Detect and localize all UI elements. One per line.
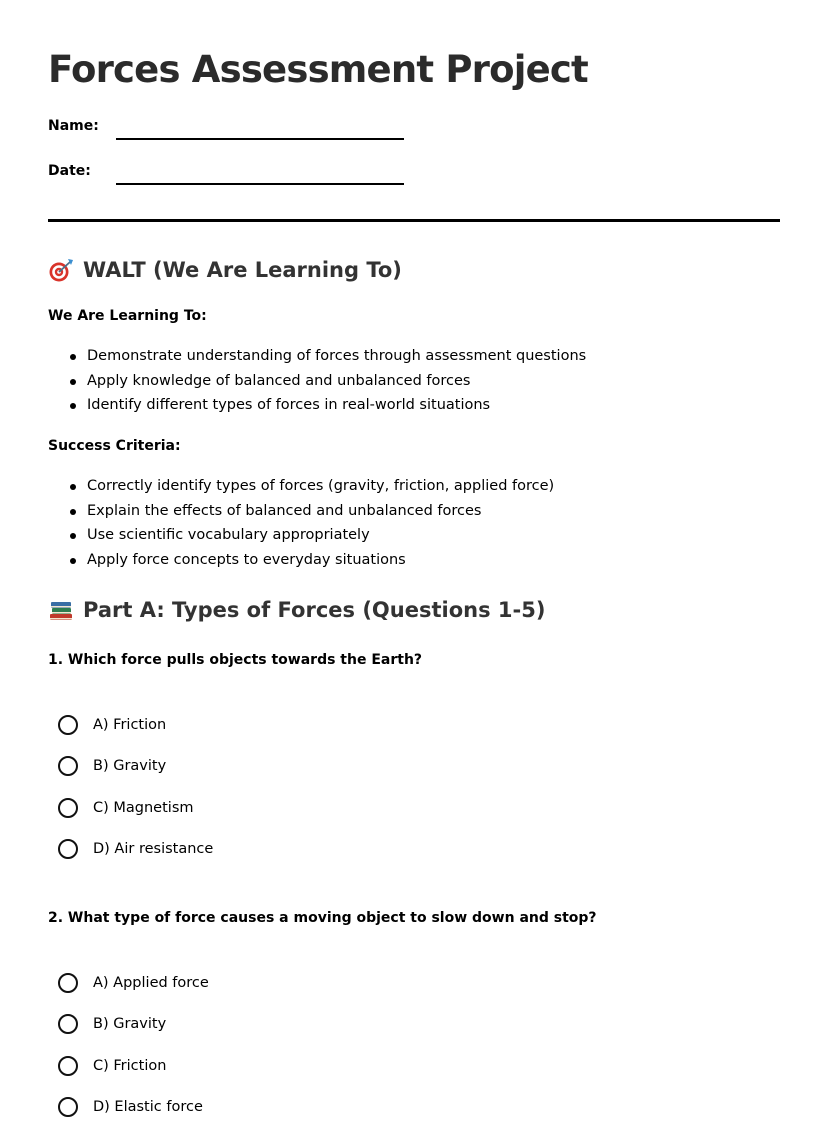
option-label: B) Gravity [93, 758, 166, 774]
name-field[interactable] [48, 118, 408, 148]
list-item: Demonstrate understanding of forces through assessment questions [48, 344, 586, 369]
learning-list [48, 344, 586, 418]
walt-heading-text: WALT (We Are Learning To) [83, 258, 402, 282]
radio-button[interactable] [58, 1014, 78, 1034]
walt-heading [48, 257, 402, 283]
option-q1-b[interactable] [58, 746, 458, 788]
part-a-heading-text: Part A: Types of Forces (Questions 1-5) [83, 598, 545, 622]
list-item: Apply force concepts to everyday situations [48, 548, 554, 573]
books-icon [48, 597, 74, 623]
page-title: Forces Assessment Project [48, 48, 588, 91]
success-list [48, 474, 554, 572]
option-q1-a[interactable] [58, 704, 458, 746]
option-q1-d[interactable] [58, 829, 458, 871]
option-q2-b[interactable] [58, 1004, 458, 1046]
list-item: Apply knowledge of balanced and unbalanced forces [48, 369, 586, 394]
date-answer-line[interactable] [116, 183, 404, 185]
part-a-heading [48, 597, 545, 623]
option-label: D) Elastic force [93, 1099, 203, 1115]
success-label: Success Criteria: [48, 438, 181, 454]
name-label: Name: [48, 118, 99, 134]
radio-button[interactable] [58, 1056, 78, 1076]
target-icon [48, 257, 74, 283]
radio-button[interactable] [58, 756, 78, 776]
option-label: D) Air resistance [93, 841, 213, 857]
question-1-options [58, 704, 458, 870]
question-1: 1. Which force pulls objects towards the Earth? [48, 652, 422, 668]
radio-button[interactable] [58, 715, 78, 735]
list-item: Use scientific vocabulary appropriately [48, 523, 554, 548]
list-item: Correctly identify types of forces (gravity, friction, applied force) [48, 474, 554, 499]
option-q1-c[interactable] [58, 787, 458, 829]
option-label: A) Applied force [93, 975, 209, 991]
question-2-options [58, 962, 458, 1128]
date-field[interactable] [48, 163, 408, 193]
option-label: A) Friction [93, 717, 166, 733]
radio-button[interactable] [58, 973, 78, 993]
radio-button[interactable] [58, 839, 78, 859]
list-item: Identify different types of forces in real-world situations [48, 393, 586, 418]
name-answer-line[interactable] [116, 138, 404, 140]
header-divider [48, 219, 780, 222]
list-item: Explain the effects of balanced and unbalanced forces [48, 499, 554, 524]
option-q2-d[interactable] [58, 1087, 458, 1128]
option-q2-c[interactable] [58, 1045, 458, 1087]
radio-button[interactable] [58, 798, 78, 818]
question-2: 2. What type of force causes a moving object to slow down and stop? [48, 910, 597, 926]
option-label: C) Magnetism [93, 800, 194, 816]
radio-button[interactable] [58, 1097, 78, 1117]
option-label: B) Gravity [93, 1016, 166, 1032]
learning-label: We Are Learning To: [48, 308, 207, 324]
date-label: Date: [48, 163, 91, 179]
option-q2-a[interactable] [58, 962, 458, 1004]
option-label: C) Friction [93, 1058, 166, 1074]
